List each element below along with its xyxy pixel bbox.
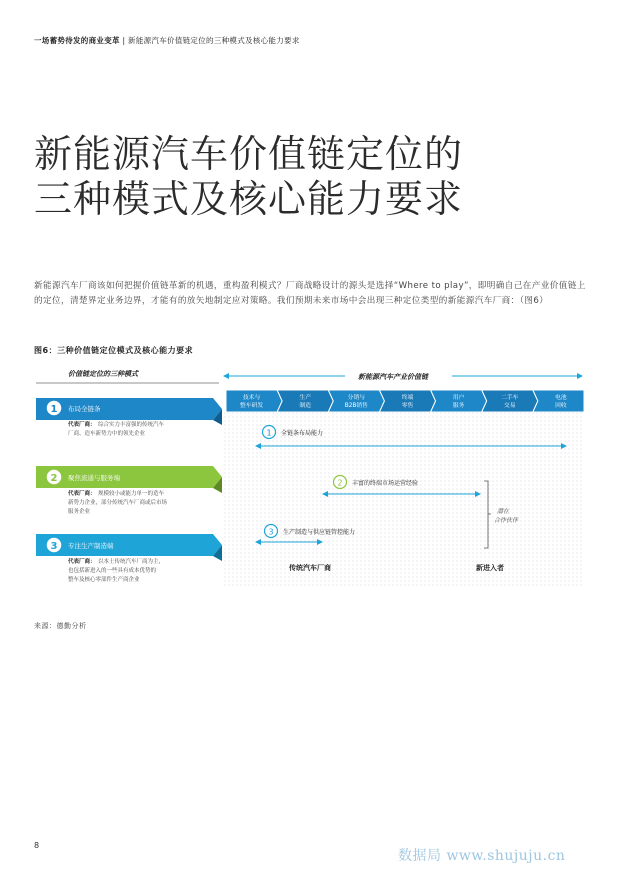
chain-step-3-l2: B2B销售 — [344, 403, 368, 409]
mode-1-label: 布局全链条 — [68, 405, 101, 413]
mode-3-number: 3 — [50, 541, 58, 552]
header-sep: | — [122, 36, 126, 45]
capability-2-number: 2 — [337, 478, 343, 488]
dotted-background — [222, 411, 584, 587]
chain-step-1-l1: 技术与 — [242, 395, 261, 401]
header-rest: 新能源汽车价值链定位的三种模式及核心能力要求 — [128, 36, 300, 45]
mode-2-rep-title: 代表厂商： — [68, 491, 96, 497]
chain-step-2-l1: 生产 — [299, 395, 312, 401]
mode-2-number: 2 — [50, 473, 58, 484]
intro-paragraph: 新能源汽车厂商该如何把握价值链革新的机遇，重构盈利模式？厂商战略设计的源头是选择“Where to play”，即明确自己在产业价值链上的定位，清楚界定业务边界，才能有的放矢地制定应对策略。我们预期未来市场中会出现三种定位类型的新能源汽车厂商：（图6） — [34, 281, 586, 306]
bottom-label-newcomers: 新进入者 — [476, 564, 504, 572]
mode-3-rep-title: 代表厂商： — [68, 559, 96, 565]
bottom-label-traditional: 传统汽车厂商 — [289, 564, 331, 572]
chain-step-3-l1: 分销与 — [347, 395, 366, 401]
chain-step-4-l1: 终端 — [401, 395, 414, 401]
mode-3-rep-line-1: 以本土传统汽车厂商为主， — [98, 559, 165, 565]
left-heading: 价值链定位的三种模式 — [68, 370, 138, 378]
partner-label-1: 潜在 — [497, 508, 510, 515]
chain-step-7-l2: 回收 — [555, 403, 567, 409]
mode-1-number: 1 — [50, 404, 58, 415]
mode-3-rep-line-2: 也包括新进入的一些具有成本优势的 — [68, 568, 157, 574]
chain-step-1-l2: 整车研发 — [239, 403, 264, 409]
title-line-2: 三种模式及核心能力要求 — [34, 177, 464, 221]
chain-step-2-l2: 制造 — [299, 403, 312, 409]
chain-step-6-l2: 交易 — [503, 403, 516, 409]
title-line-1: 新能源汽车价值链定位的 — [34, 132, 464, 176]
right-heading: 新能源汽车产业价值链 — [358, 373, 428, 381]
mode-2-rep-line-1: 规模较小或能力单一的造车 — [98, 491, 165, 497]
watermark: 数据局 www.shujuju.cn — [398, 848, 566, 864]
partner-label-2: 合作伙伴 — [494, 517, 519, 524]
capability-1-number: 1 — [266, 428, 272, 438]
capability-3-label: 生产制造与供应链管控能力 — [283, 529, 356, 536]
value-chain-bar — [226, 390, 584, 412]
mode-1-rep-title: 代表厂商： — [68, 422, 96, 428]
mode-1-banner — [36, 398, 222, 420]
mode-1-rep-line-1: 综合实力丰富强的传统汽车 — [98, 422, 165, 428]
figure-caption: 图6：三种价值链定位模式及核心能力要求 — [34, 346, 194, 355]
capability-3-number: 3 — [268, 527, 274, 537]
capability-1-label: 全链条布局能力 — [281, 430, 324, 437]
mode-2-label: 聚焦流通与服务端 — [68, 474, 120, 482]
mode-3-label: 专注生产制造端 — [68, 542, 114, 550]
header-bold: 一场蓄势待发的商业变革 — [34, 36, 120, 45]
page-number: 8 — [34, 841, 40, 850]
mode-2-rep-line-3: 服务企业 — [68, 509, 91, 515]
chain-step-7-l1: 电池 — [555, 395, 567, 401]
figure-source: 来源：德勤分析 — [34, 622, 87, 630]
chain-step-5-l1: 用户 — [452, 395, 465, 401]
mode-2-rep-line-2: 新势力企业，部分传统汽车厂商或后市场 — [68, 500, 168, 506]
mode-1-rep-line-2: 厂商、造车新势力中的领先企业 — [68, 431, 146, 437]
chain-step-4-l2: 零售 — [401, 403, 414, 409]
mode-3-banner — [36, 534, 222, 556]
chain-step-6-l1: 二手车 — [501, 395, 519, 401]
mode-3-rep-line-3: 整车及核心零部件生产商企业 — [68, 577, 140, 583]
chain-step-5-l2: 服务 — [452, 403, 465, 409]
mode-2-banner — [36, 466, 222, 488]
capability-2-label: 丰富的终端市场运营经验 — [352, 480, 419, 487]
